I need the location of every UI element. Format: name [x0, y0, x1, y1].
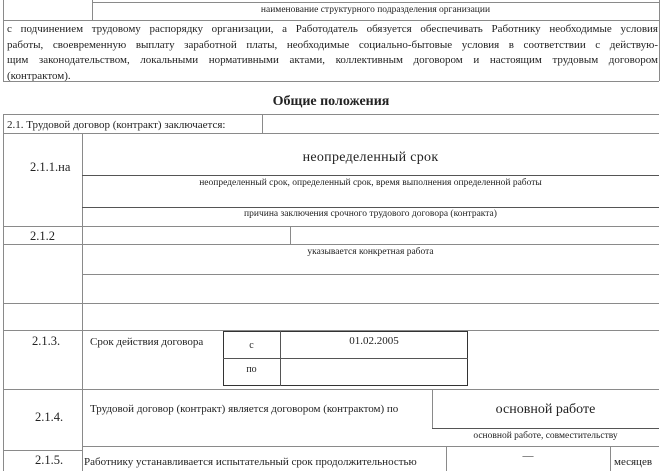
employment-type-value[interactable]: основной работе — [495, 402, 596, 417]
employment-type-line — [432, 428, 659, 429]
clause-2-1-3-number: 2.1.3. — [32, 334, 61, 348]
contract-period-label: Срок действия договора — [90, 336, 204, 348]
employment-type-caption: основной работе, совместительству — [473, 431, 618, 441]
specific-work-caption: указывается конкретная работа — [307, 247, 434, 257]
period-from-label: с — [249, 340, 254, 351]
clause-2-1-top-line — [3, 114, 659, 115]
probation-value[interactable]: — — [522, 450, 534, 462]
clause-2-1-bottom-line — [3, 133, 659, 134]
table-left-border — [3, 133, 4, 471]
fixed-term-reason-caption: причина заключения срочного трудового договора (контракта) — [244, 209, 497, 219]
clause-2-1-4-number-bottom — [3, 450, 82, 451]
clause-2-1-4-bottom-line — [82, 446, 659, 447]
header-bottom-line — [3, 20, 659, 21]
contract-term-value: неопределенный срок — [302, 150, 439, 165]
period-to-label: по — [246, 364, 257, 375]
clause-2-1-3-bottom-line — [3, 389, 659, 390]
clause-2-1-2-number: 2.1.2 — [30, 229, 55, 243]
specific-work-line — [3, 244, 659, 245]
clause-2-1-2-bottom-line — [3, 303, 659, 304]
header-fill-line — [92, 2, 659, 3]
probation-right-divider — [610, 446, 611, 471]
fixed-term-reason-line — [82, 207, 659, 208]
clause-2-1-left-border — [3, 114, 4, 133]
intro-bottom-line — [3, 81, 659, 82]
clause-2-1-5-number: 2.1.5. — [35, 453, 64, 467]
section-title: Общие положения — [272, 94, 390, 109]
probation-unit: месяцев — [614, 456, 653, 468]
intro-line: работы, своевременную выплату заработной платы, необходимые социально-бытовые условия в соответствии с действую- — [7, 38, 658, 51]
header-caption: наименование структурного подразделения организации — [260, 5, 491, 15]
header-left-border — [3, 0, 4, 20]
clause-2-1-1-bottom-line — [3, 226, 659, 227]
intro-line: (контрактом). — [7, 69, 71, 82]
contract-period-box-middle — [223, 358, 468, 359]
contract-term-caption: неопределенный срок, определенный срок, время выполнения определенной работы — [199, 178, 542, 188]
clause-2-1-4-number: 2.1.4. — [35, 410, 64, 424]
clause-2-1-text: 2.1. Трудовой договор (контракт) заключается: — [7, 119, 226, 131]
clause-2-1-2-divider — [290, 226, 291, 244]
clause-2-1-1-number: 2.1.1.на — [30, 160, 71, 174]
clause-2-1-divider — [262, 114, 263, 133]
intro-line: с подчинением трудовому распорядку организации, а Работодатель обязуется обеспечивать Работнику необходимые условия — [7, 23, 658, 35]
specific-work-extra-line — [82, 274, 659, 275]
employment-type-label: Трудовой договор (контракт) является договором (контрактом) по — [90, 403, 399, 415]
intro-paragraph — [7, 22, 658, 84]
contract-term-line — [82, 175, 659, 176]
intro-right-border — [659, 20, 660, 81]
intro-left-border — [3, 20, 4, 81]
intro-line: щим законодательством, локальными нормативными актами, коллективным договором и настоящим трудовым договором — [7, 54, 658, 66]
probation-label: Работнику устанавливается испытательный срок продолжительностью — [84, 456, 417, 468]
header-right-border — [659, 0, 660, 20]
period-from-date[interactable]: 01.02.2005 — [349, 335, 399, 347]
